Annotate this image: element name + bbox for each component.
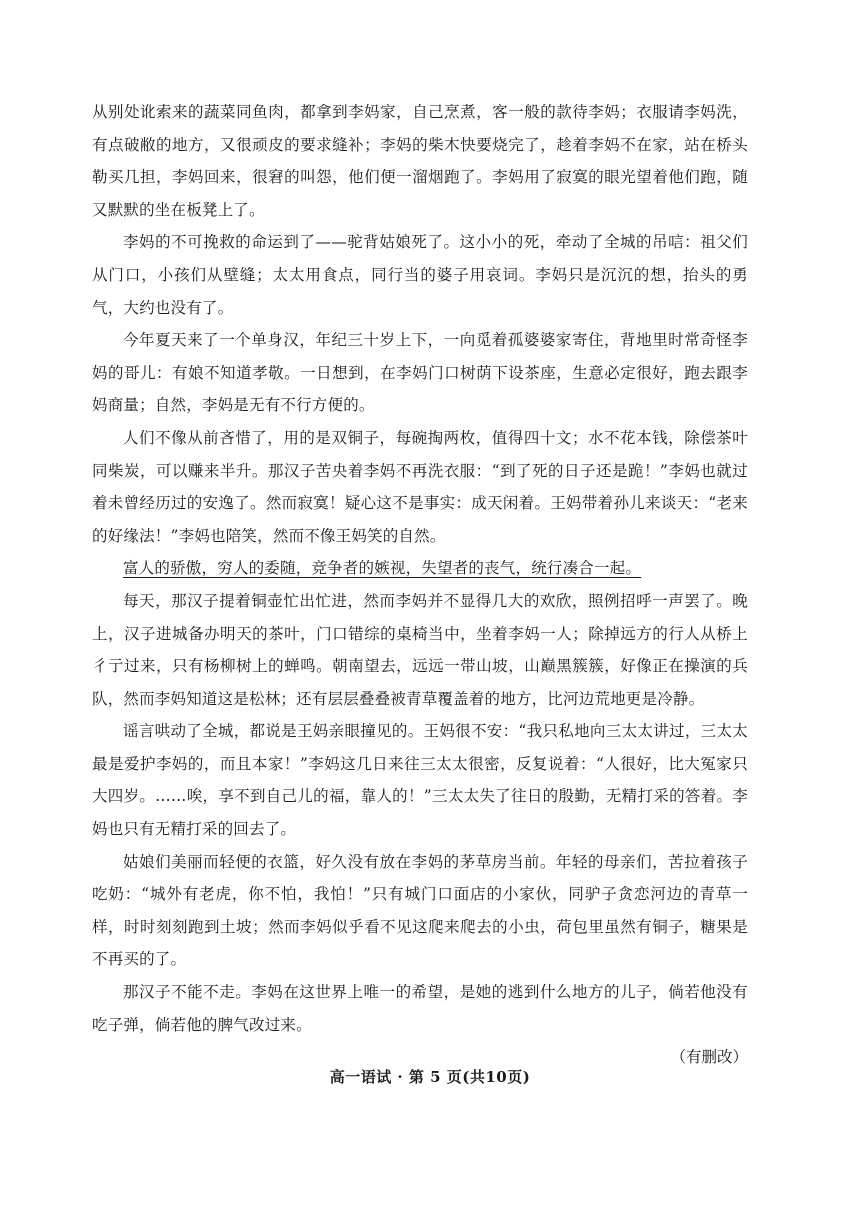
page-footer: 高一语试 · 第 5 页(共10页) — [329, 1068, 531, 1086]
paragraph-7: 谣言哄动了全城，都说是王妈亲眼撞见的。王妈很不安：“我只私地向三太太讲过，三太太最是爱护李妈的，而且本家！”李妈这几日来往三太太很密，反复说着：“人很好，比大冤家只大四岁。……唉，享不到自己儿的福，靠人的！”三太太失了往日的殷勤，无精打采的答着。李妈也只有无精打采的回去了。 — [92, 722, 748, 839]
paragraph-1: 从别处讹索来的蔬菜同鱼肉，都拿到李妈家，自己烹煮，客一般的款待李妈；衣服请李妈洗，有点破敝的地方，又很顽皮的要求缝补；李妈的柴木快要烧完了，趁着李妈不在家，站在桥头勒买几担，李妈回来，很窘的叫怨，他们便一溜烟跑了。李妈用了寂寞的眼光望着他们跑，随又默默的坐在板凳上了。 — [92, 103, 748, 219]
paragraph-5-underlined — [92, 552, 748, 585]
source-note: （有删改） — [670, 1048, 748, 1067]
paragraph-2: 李妈的不可挽救的命运到了——驼背姑娘死了。这小小的死，牵动了全城的吊唁：祖父们从门口，小孩们从壁缝；太太用食点，同行当的婆子用哀词。李妈只是沉沉的想，抬头的勇气，大约也没有了。 — [92, 233, 748, 317]
paragraph-6: 每天，那汉子提着铜壶忙出忙进，然而李妈并不显得几大的欢欣，照例招呼一声罢了。晚上，汉子进城备办明天的茶叶，门口错综的桌椅当中，坐着李妈一人；除掉远方的行人从桥上彳亍过来，只有杨柳树上的蝉鸣。朝南望去，远远一带山坡，山巅黑簇簇，好像正在操演的兵队，然而李妈知道这是松林；还有层层叠叠被青草覆盖着的地方，比河边荒地更是冷静。 — [92, 591, 748, 708]
underlined-sentence: 富人的骄傲，穷人的委随，竞争者的嫉视，失望者的丧气，统行凑合一起。 — [123, 559, 642, 578]
paragraph-3: 今年夏天来了一个单身汉，年纪三十岁上下，一向觅着孤婆婆家寄住，背地里时常奇怪李妈的哥儿：有娘不知道孝敬。一日想到，在李妈门口树荫下设茶座，生意必定很好，跑去跟李妈商量；自然，李妈是无有不行方便的。 — [92, 331, 748, 415]
document-body — [92, 96, 748, 1074]
paragraph-8: 姑娘们美丽而轻便的衣篮，好久没有放在李妈的茅草房当前。年轻的母亲们，苦拉着孩子吃奶：“城外有老虎，你不怕，我怕！”只有城门口面店的小家伙，同驴子贪恋河边的青草一样，时时刻刻跑到土坡；然而李妈似乎看不见这爬来爬去的小虫，荷包里虽然有铜子，糖果是不再买的了。 — [92, 852, 748, 969]
paragraph-4: 人们不像从前吝惜了，用的是双铜子，每碗掏两枚，值得四十文；水不花本钱，除偿茶叶同柴炭，可以赚来半升。那汉子苦央着李妈不再洗衣服：“到了死的日子还是跪！”李妈也就过着未曾经历过的安逸了。然而寂寞！疑心这不是事实：成天闲着。王妈带着孙儿来谈天：“老来的好缘法！”李妈也陪笑，然而不像王妈笑的自然。 — [92, 428, 748, 545]
paragraph-9: 那汉子不能不走。李妈在这世界上唯一的希望，是她的逃到什么地方的儿子，倘若他没有吃子弹，倘若他的脾气改过来。 — [92, 983, 748, 1034]
